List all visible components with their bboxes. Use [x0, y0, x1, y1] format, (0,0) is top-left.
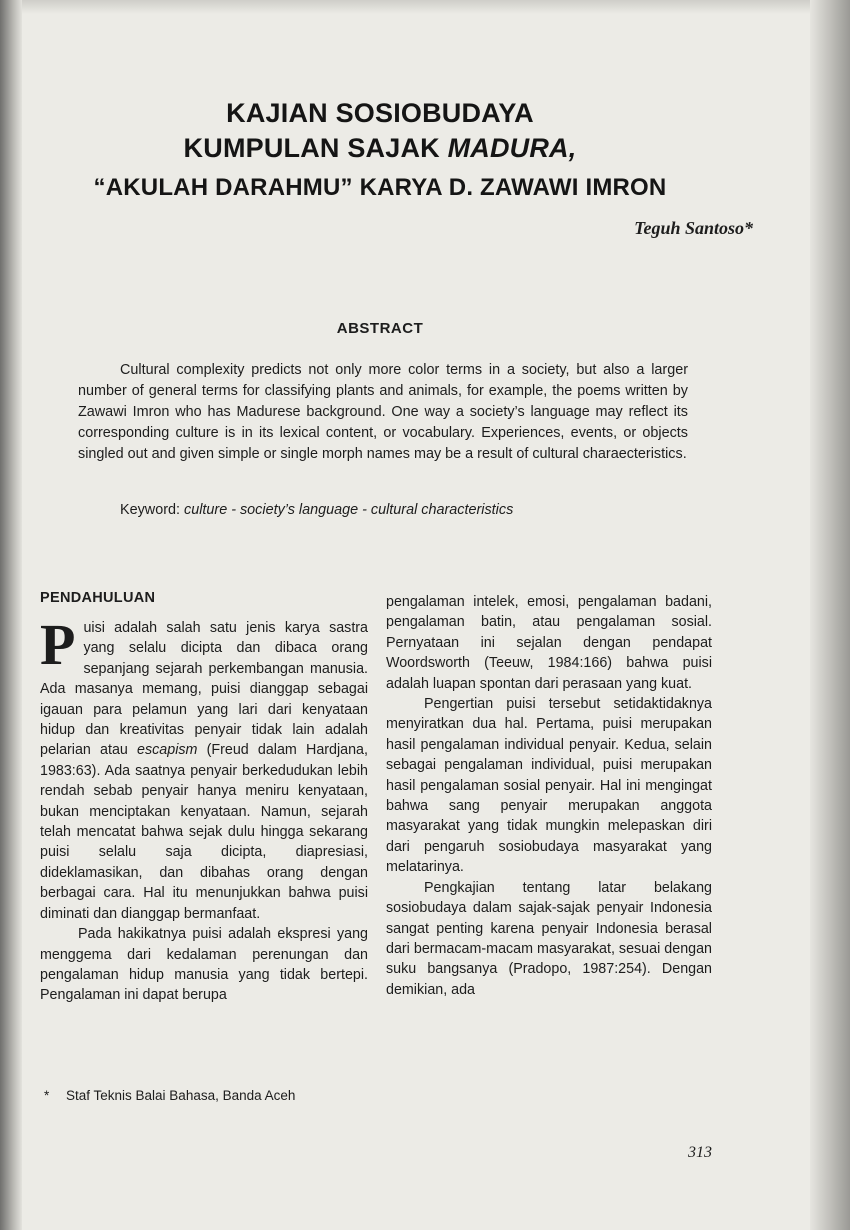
left-paragraph-1	[40, 612, 368, 924]
left-column	[40, 612, 368, 1006]
left-p1-rest: (Freud dalam Hardjana, 1983:63). Ada saatnya penyair berkedudukan lebih rendah sebab penyair hanya meniru kenyataan, bukan menciptakan kenyataan. Namun, sejarah telah mencatat bahwa sejak dulu hingga sekarang puisi selalu saja dicipta, diapresiasi, dideklamasikan, dan dibahas orang dengan berbagai cara. Hal itu menunjukkan bahwa puisi diminati dan dianggap bermanfaat.	[40, 742, 368, 922]
right-paragraph-2: Pengertian puisi tersebut setidaktidaknya menyiratkan dua hal. Pertama, puisi merupakan hasil pengalaman individual penyair. Kedua, selain sebagai pengalaman individual, puisi merupakan hasil pengalaman sosial penyair. Hal ini mengingat bahwa sang penyair merupakan anggota masyarakat yang tidak mungkin melepaskan diri dari pengaruh sosiobudaya masyarakat yang melatarinya.	[386, 696, 712, 876]
abstract-heading: ABSTRACT	[336, 320, 424, 337]
keyword-label: Keyword:	[120, 502, 184, 518]
left-paragraph-2: Pada hakikatnya puisi adalah ekspresi yang menggema dari kedalaman perenungan dan pengalaman hidup manusia yang tidak bertepi. Pengalaman ini dapat berupa	[40, 926, 368, 1004]
title-line-3: “AKULAH DARAHMU” KARYA D. ZAWAWI IMRON	[93, 174, 667, 201]
footnote	[44, 1088, 295, 1103]
title-line-2	[80, 131, 680, 165]
left-p1-italic: escapism	[137, 742, 198, 759]
title-line-1: KAJIAN SOSIOBUDAYA	[226, 98, 534, 128]
right-column	[386, 592, 712, 1000]
page-number: 313	[688, 1144, 712, 1161]
footnote-mark: *	[44, 1088, 50, 1103]
title-line-2-plain: KUMPULAN SAJAK	[183, 133, 448, 163]
keywords	[78, 500, 688, 521]
right-paragraph-3: Pengkajian tentang latar belakang sosiobudaya dalam sajak-sajak penyair Indonesia sangat penting karena penyair Indonesia berasal dari bermacam-macam masyarakat, sesuai dengan suku bangsanya (Pradopo, 1987:254). Dengan demikian, ada	[386, 879, 712, 998]
keyword-value: culture - society’s language - cultural characteristics	[184, 502, 514, 518]
abstract-body: Cultural complexity predicts not only more color terms in a society, but also a larger number of general terms for classifying plants and animals, for example, the poems written by Zawawi Imron who has Madurese background. One way a society’s language may reflect its corresponding culture is in its lexical content, or vocabulary. Experiences, events, or objects singled out and given simple or single morph names may be a result of cultural charaecteristics.	[78, 362, 688, 462]
title-line-2-italic: MADURA,	[447, 133, 577, 163]
footnote-text: Staf Teknis Balai Bahasa, Banda Aceh	[66, 1088, 296, 1103]
author-name: Teguh Santoso*	[634, 218, 753, 238]
right-paragraph-1: pengalaman intelek, emosi, pengalaman badani, pengalaman batin, atau pengalaman sosial. Pernyataan ini sejalan dengan pendapat Woordsworth (Teeuw, 1984:166) bahwa puisi adalah luapan spontan dari perasaan yang kuat.	[386, 594, 712, 692]
left-p1-text: uisi adalah salah satu jenis karya sastra yang selalu dicipta dan dibaca orang sepanjang sejarah perkembangan manusia. Ada masanya memang, puisi dianggap sebagai igauan para pelamun yang lari dari kenyataan hidup dan kreativitas penyair tidak lain adalah pelarian atau	[40, 620, 368, 759]
drop-cap: P	[40, 612, 76, 677]
section-heading: PENDAHULUAN	[40, 590, 156, 606]
